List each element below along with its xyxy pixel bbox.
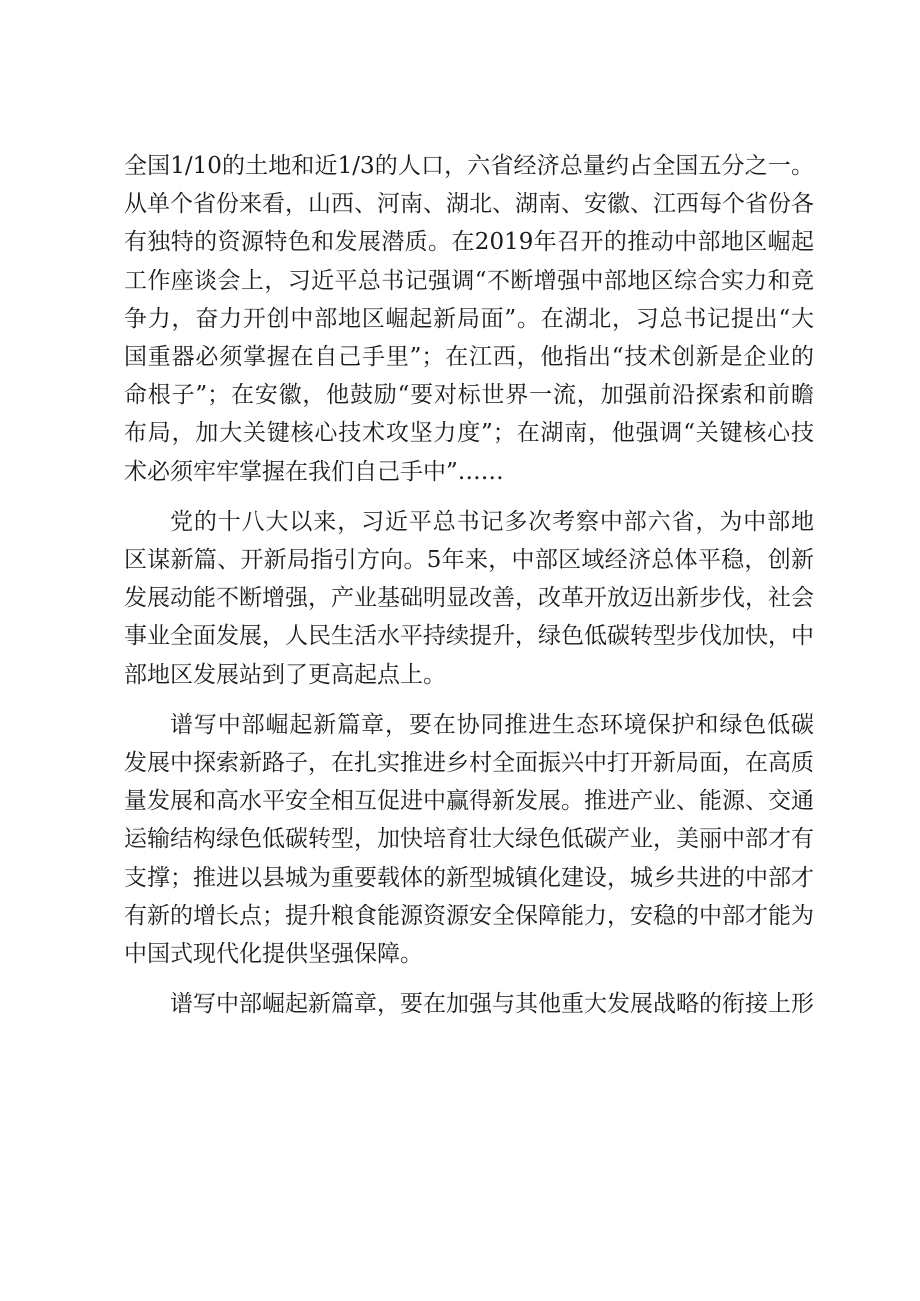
text-line: 术必须牢牢掌握在我们自己手中”…… (124, 458, 504, 485)
text-line: 争力，奋力开创中部地区崛起新局面”。在湖北，习总书记提出“大 (124, 305, 814, 332)
paragraph-3 (124, 706, 814, 973)
text-line: 支撑；推进以县城为重要载体的新型城镇化建设，城乡共进的中部才 (124, 864, 814, 891)
text-line: 有独特的资源特色和发展潜质。在2019年召开的推动中部地区崛起 (124, 229, 814, 256)
text-line: 全国1/10的土地和近1/3的人口，六省经济总量约占全国五分之一。 (124, 153, 814, 179)
text-line: 谱写中部崛起新篇章，要在协同推进生态环境保护和绿色低碳 (170, 711, 814, 738)
text-line: 发展中探索新路子，在扎实推进乡村全面振兴中打开新局面，在高质 (124, 750, 814, 777)
text-line: 量发展和高水平安全相互促进中赢得新发展。推进产业、能源、交通 (124, 788, 814, 815)
text-line: 部地区发展站到了更高起点上。 (124, 661, 446, 688)
paragraph-4 (124, 985, 814, 1023)
text-line: 谱写中部崛起新篇章，要在加强与其他重大发展战略的衔接上形 (170, 991, 814, 1018)
text-line: 事业全面发展，人民生活水平持续提升，绿色低碳转型步伐加快，中 (124, 623, 814, 650)
text-line: 从单个省份来看，山西、河南、湖北、湖南、安徽、江西每个省份各 (124, 191, 814, 218)
text-line: 布局，加大关键核心技术攻坚力度”；在湖南，他强调“关键核心技 (124, 420, 814, 447)
paragraph-1 (124, 147, 814, 491)
text-line: 运输结构绿色低碳转型，加快培育壮大绿色低碳产业，美丽中部才有 (124, 826, 814, 853)
text-line: 国重器必须掌握在自己手里”；在江西，他指出“技术创新是企业的 (124, 344, 814, 371)
text-line: 工作座谈会上，习近平总书记强调“不断增强中部地区综合实力和竞 (124, 267, 814, 294)
text-line: 有新的增长点；提升粮食能源资源安全保障能力，安稳的中部才能为 (124, 902, 814, 929)
text-line: 中国式现代化提供坚强保障。 (124, 941, 423, 968)
text-line: 党的十八大以来，习近平总书记多次考察中部六省，为中部地 (170, 508, 814, 535)
body-text (124, 147, 814, 1023)
text-line: 发展动能不断增强，产业基础明显改善，改革开放迈出新步伐，社会 (124, 585, 814, 612)
text-line: 命根子”；在安徽，他鼓励“要对标世界一流，加强前沿探索和前瞻 (124, 382, 814, 409)
text-line: 区谋新篇、开新局指引方向。5年来，中部区域经济总体平稳，创新 (124, 547, 814, 574)
paragraph-2 (124, 503, 814, 694)
